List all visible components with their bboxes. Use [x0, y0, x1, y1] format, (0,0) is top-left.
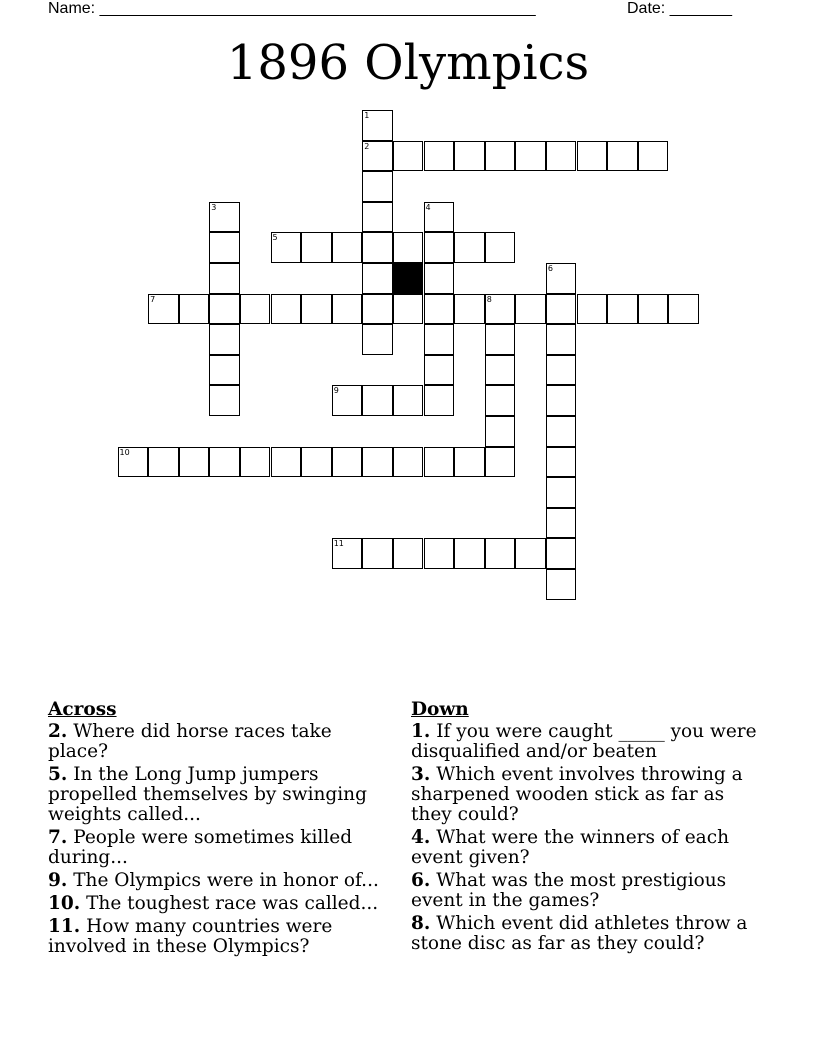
clue-text: The Olympics were in honor of...: [67, 870, 379, 891]
down-clue: [411, 828, 761, 868]
crossword-cell[interactable]: [515, 538, 546, 569]
crossword-cell[interactable]: [424, 447, 455, 478]
crossword-cell[interactable]: [271, 447, 302, 478]
down-clue: [411, 765, 761, 825]
clue-text: What were the winners of each event given?: [411, 827, 729, 868]
clue-number: 2.: [48, 721, 68, 742]
crossword-cell[interactable]: [424, 202, 455, 233]
down-clue: [411, 871, 761, 911]
clue-text: If you were caught _____ you were disqualified and/or beaten: [411, 721, 757, 762]
clue-text: In the Long Jump jumpers propelled themselves by swinging weights called...: [48, 764, 367, 825]
across-clue: [48, 765, 388, 825]
crossword-cell[interactable]: [485, 355, 516, 386]
crossword-cell[interactable]: [424, 141, 455, 172]
crossword-cell[interactable]: [209, 385, 240, 416]
crossword-cell[interactable]: [454, 232, 485, 263]
clue-number: 5.: [48, 764, 68, 785]
crossword-cell[interactable]: [424, 294, 455, 325]
crossword-cell[interactable]: [240, 447, 271, 478]
crossword-cell[interactable]: [393, 538, 424, 569]
crossword-cell[interactable]: [393, 294, 424, 325]
crossword-cell[interactable]: [209, 294, 240, 325]
crossword-cell[interactable]: [424, 538, 455, 569]
crossword-cell[interactable]: [271, 232, 302, 263]
clue-number: 8.: [411, 913, 431, 934]
crossword-cell[interactable]: [209, 232, 240, 263]
crossword-cell[interactable]: [577, 141, 608, 172]
crossword-cell[interactable]: [485, 385, 516, 416]
crossword-cell[interactable]: [393, 232, 424, 263]
crossword-cell[interactable]: [362, 171, 393, 202]
crossword-cell[interactable]: [393, 447, 424, 478]
crossword-cell[interactable]: [148, 447, 179, 478]
across-clues: [48, 700, 388, 960]
clue-text: Which event did athletes throw a stone disc as far as they could?: [411, 913, 748, 954]
cell-number: 10: [119, 447, 130, 457]
crossword-cell[interactable]: [607, 294, 638, 325]
crossword-cell[interactable]: [668, 294, 699, 325]
crossword-cell[interactable]: [362, 141, 393, 172]
crossword-cell[interactable]: [454, 447, 485, 478]
crossword-cell[interactable]: [485, 294, 516, 325]
crossword-cell[interactable]: [362, 232, 393, 263]
across-clue: [48, 894, 388, 914]
clue-text: What was the most prestigious event in the games?: [411, 870, 727, 911]
crossword-cell[interactable]: [546, 141, 577, 172]
crossword-cell[interactable]: [179, 294, 210, 325]
crossword-cell[interactable]: [546, 324, 577, 355]
crossword-cell[interactable]: [393, 385, 424, 416]
crossword-cell[interactable]: [485, 447, 516, 478]
down-clue: [411, 914, 761, 954]
crossword-cell[interactable]: [424, 385, 455, 416]
clue-number: 9.: [48, 870, 68, 891]
clue-text: Which event involves throwing a sharpened wooden stick as far as they could?: [411, 764, 743, 825]
date-field-label: Date: _______: [627, 0, 732, 17]
crossword-cell[interactable]: [209, 355, 240, 386]
crossword-cell[interactable]: [362, 202, 393, 233]
down-heading: Down: [411, 699, 469, 720]
cell-number: 2: [364, 141, 370, 151]
crossword-cell[interactable]: [607, 141, 638, 172]
crossword-cell[interactable]: [301, 232, 332, 263]
crossword-cell[interactable]: [424, 324, 455, 355]
crossword-cell[interactable]: [362, 538, 393, 569]
crossword-cell[interactable]: [424, 355, 455, 386]
cell-number: 3: [211, 202, 217, 212]
crossword-cell[interactable]: [332, 447, 363, 478]
crossword-cell[interactable]: [485, 416, 516, 447]
clue-number: 3.: [411, 764, 431, 785]
crossword-cell[interactable]: [148, 294, 179, 325]
crossword-cell[interactable]: [362, 324, 393, 355]
crossword-cell[interactable]: [209, 447, 240, 478]
across-heading: Across: [48, 699, 117, 720]
crossword-cell[interactable]: [546, 508, 577, 539]
crossword-cell[interactable]: [301, 447, 332, 478]
crossword-cell[interactable]: [638, 141, 669, 172]
crossword-cell[interactable]: [454, 294, 485, 325]
crossword-cell[interactable]: [546, 355, 577, 386]
crossword-cell[interactable]: [515, 141, 546, 172]
clue-number: 11.: [48, 916, 81, 937]
crossword-cell[interactable]: [454, 141, 485, 172]
crossword-cell[interactable]: [424, 232, 455, 263]
crossword-cell[interactable]: [362, 447, 393, 478]
clue-text: How many countries were involved in these Olympics?: [48, 916, 333, 957]
crossword-cell[interactable]: [424, 263, 455, 294]
cell-number: 8: [486, 294, 492, 304]
clue-text: People were sometimes killed during...: [48, 827, 353, 868]
crossword-cell[interactable]: [332, 538, 363, 569]
crossword-cell[interactable]: [546, 385, 577, 416]
crossword-cell[interactable]: [362, 110, 393, 141]
cell-number: 6: [547, 264, 553, 273]
crossword-cell[interactable]: [332, 232, 363, 263]
cell-number: 9: [333, 386, 339, 396]
crossword-cell[interactable]: [546, 477, 577, 508]
crossword-cell[interactable]: [485, 324, 516, 355]
cell-number: 4: [425, 202, 431, 212]
crossword-cell[interactable]: [546, 263, 577, 294]
name-field-label: Name: _________________________________________________: [48, 0, 536, 17]
crossword-cell[interactable]: [240, 294, 271, 325]
clue-number: 4.: [411, 827, 431, 848]
crossword-cell[interactable]: [332, 385, 363, 416]
down-clue: [411, 722, 761, 762]
clue-number: 1.: [411, 721, 431, 742]
crossword-cell[interactable]: [515, 294, 546, 325]
clue-number: 10.: [48, 893, 81, 914]
crossword-cell[interactable]: [209, 324, 240, 355]
crossword-cell[interactable]: [209, 263, 240, 294]
crossword-cell[interactable]: [393, 141, 424, 172]
cell-number: 1: [364, 111, 370, 120]
cell-number: 5: [272, 233, 278, 243]
across-clue: [48, 828, 388, 868]
down-clues: [411, 700, 761, 957]
crossword-cell[interactable]: [179, 447, 210, 478]
crossword-cell[interactable]: [546, 416, 577, 447]
crossword-cell[interactable]: [118, 447, 149, 478]
crossword-cell[interactable]: [454, 538, 485, 569]
across-clue: [48, 917, 388, 957]
crossword-cell[interactable]: [362, 263, 393, 294]
crossword-cell[interactable]: [546, 294, 577, 325]
crossword-cell[interactable]: [332, 294, 363, 325]
crossword-cell[interactable]: [301, 294, 332, 325]
crossword-cell[interactable]: [485, 538, 516, 569]
crossword-cell[interactable]: [362, 385, 393, 416]
clue-number: 7.: [48, 827, 68, 848]
crossword-block-cell: [393, 263, 424, 294]
clue-text: Where did horse races take place?: [48, 721, 332, 762]
crossword-cell[interactable]: [546, 569, 577, 600]
crossword-cell[interactable]: [546, 538, 577, 569]
clue-number: 6.: [411, 870, 431, 891]
clue-text: The toughest race was called...: [80, 893, 379, 914]
crossword-cell[interactable]: [362, 294, 393, 325]
cell-number: 11: [333, 539, 344, 549]
across-clue: [48, 722, 388, 762]
crossword-cell[interactable]: [485, 232, 516, 263]
crossword-cell[interactable]: [546, 447, 577, 478]
crossword-cell[interactable]: [209, 202, 240, 233]
crossword-cell[interactable]: [271, 294, 302, 325]
crossword-cell[interactable]: [638, 294, 669, 325]
page-title: 1896 Olympics: [226, 35, 590, 91]
crossword-cell[interactable]: [485, 141, 516, 172]
crossword-cell[interactable]: [577, 294, 608, 325]
cell-number: 7: [150, 294, 156, 304]
across-clue: [48, 871, 388, 891]
